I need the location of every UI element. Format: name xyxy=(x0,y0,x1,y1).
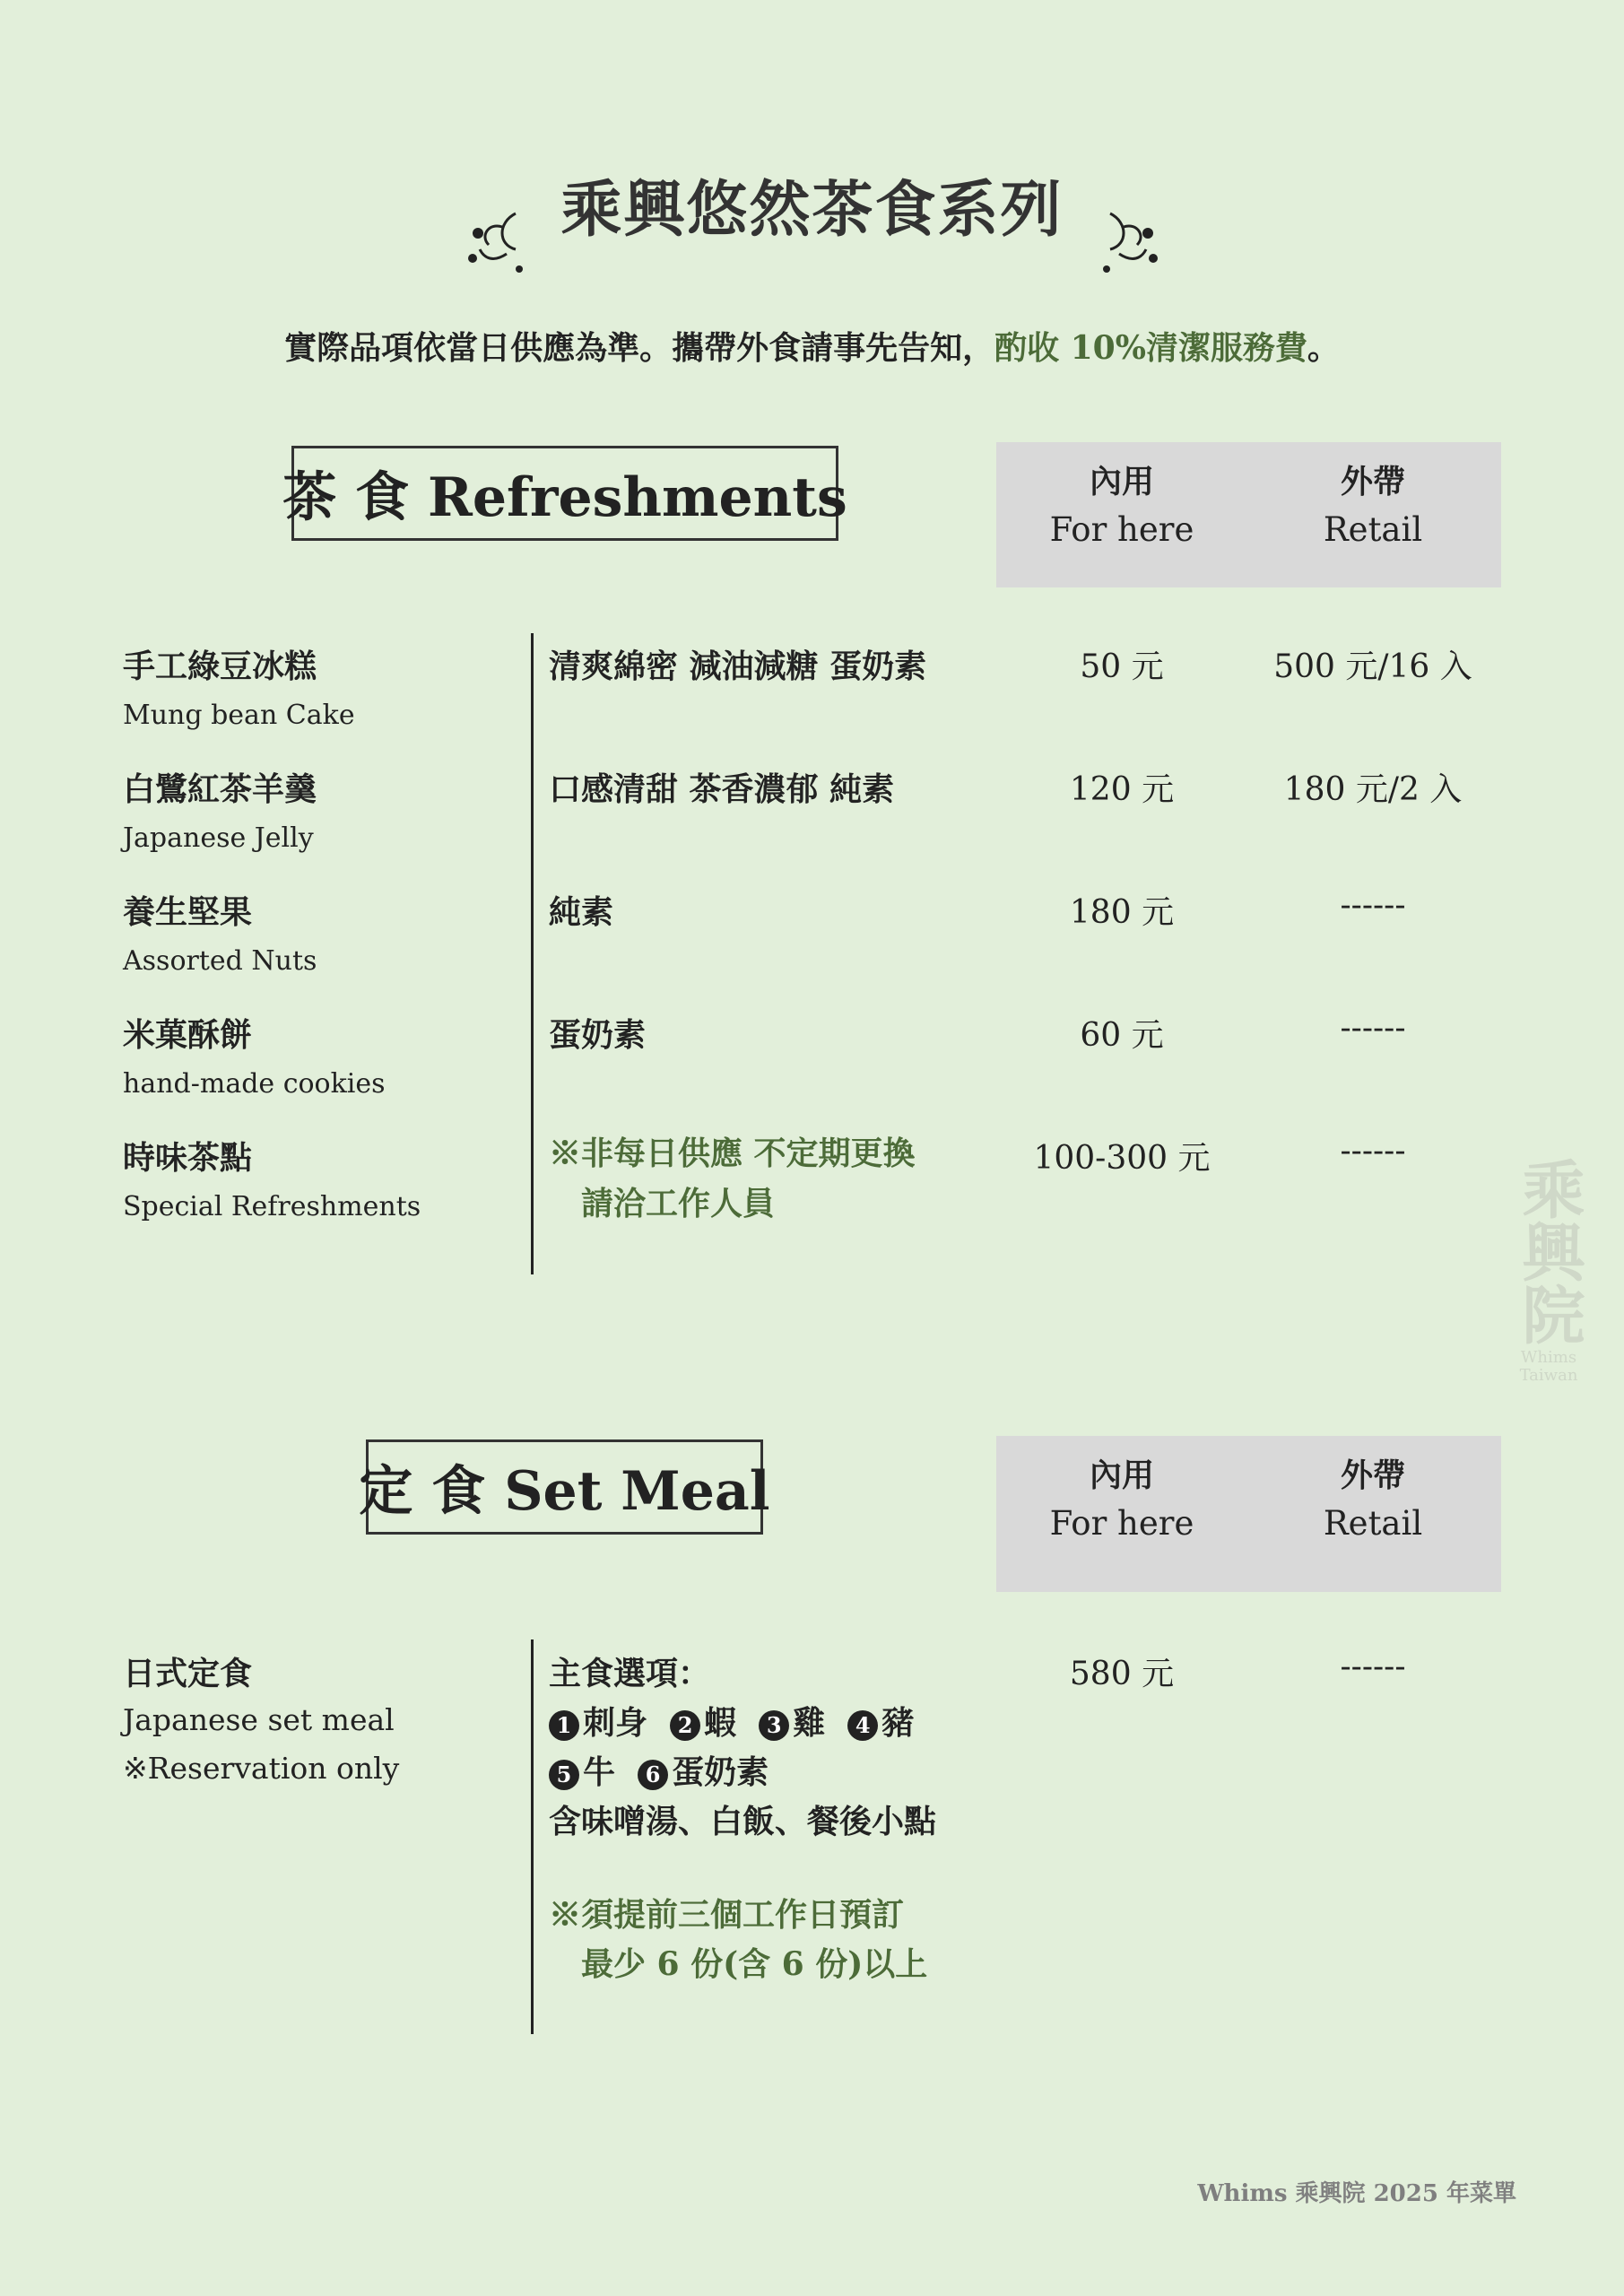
footer: Whims 乘興院 2025 年菜單 xyxy=(1197,2180,1516,2207)
set-meal-options-row1 xyxy=(549,1698,914,1744)
item-name-zh: 時味茶點 xyxy=(123,1139,253,1177)
set-meal-name-zh: 日式定食 xyxy=(123,1655,253,1692)
notice-end: 。 xyxy=(1307,329,1340,367)
right-ornament-icon xyxy=(1092,196,1173,276)
set-meal-reserve-line1: ※須提前三個工作日預訂 xyxy=(549,1896,905,1934)
price-retail: ------ xyxy=(1340,887,1406,924)
number-5-icon: 5 xyxy=(549,1760,579,1790)
page-title: 乘興悠然茶食系列 xyxy=(560,174,1064,246)
reservation-note: ※Reservation only xyxy=(123,1751,400,1786)
price-retail: ------ xyxy=(1340,1010,1406,1047)
price-here: 100-300 元 xyxy=(1033,1140,1211,1177)
item-name-en: hand-made cookies xyxy=(123,1068,386,1100)
set-meal-name-en: Japanese set meal xyxy=(123,1702,395,1737)
col-retail: 外帶 Retail xyxy=(1323,463,1423,549)
number-3-icon: 3 xyxy=(759,1710,789,1741)
set-meal-price-here: 580 元 xyxy=(1069,1656,1175,1692)
set-meal-includes: 含味噌湯、白飯、餐後小點 xyxy=(549,1803,937,1840)
item-desc-line1: ※非每日供應 不定期更換 xyxy=(549,1135,916,1172)
price-retail: ------ xyxy=(1340,1133,1406,1170)
seal-logo: 乘興院 Whims Taiwan xyxy=(1512,1157,1586,1385)
option-label: 蝦 xyxy=(704,1704,737,1742)
option-label: 牛 xyxy=(583,1753,616,1791)
number-4-icon: 4 xyxy=(847,1710,878,1741)
refreshments-column-header xyxy=(996,442,1501,587)
set-meal-divider xyxy=(531,1639,534,2034)
number-1-icon: 1 xyxy=(549,1710,579,1741)
item-name-en: Mung bean Cake xyxy=(123,700,355,731)
notice-main: 實際品項依當日供應為準。攜帶外食請事先告知， xyxy=(284,329,995,367)
price-here: 50 元 xyxy=(1080,648,1164,685)
option-label: 雞 xyxy=(793,1704,826,1742)
set-meal-column-header xyxy=(996,1436,1501,1592)
refreshments-title: 茶 食 Refreshments xyxy=(291,446,838,541)
price-here: 120 元 xyxy=(1069,771,1175,808)
item-name-en: Japanese Jelly xyxy=(123,822,314,854)
price-here: 60 元 xyxy=(1080,1017,1164,1054)
col-for-here: 內用 For here xyxy=(1049,1457,1194,1543)
price-retail: 180 元/2 入 xyxy=(1283,771,1463,808)
set-meal-options-row2 xyxy=(549,1747,769,1793)
item-name-en: Assorted Nuts xyxy=(123,945,317,977)
price-retail: 500 元/16 入 xyxy=(1273,648,1472,685)
item-name-zh: 米菓酥餅 xyxy=(123,1016,253,1054)
item-name-zh: 養生堅果 xyxy=(123,893,253,931)
item-desc: 純素 xyxy=(549,893,614,931)
set-meal-reserve-line2: 最少 6 份(含 6 份)以上 xyxy=(581,1945,928,1983)
item-desc-line2: 請洽工作人員 xyxy=(581,1185,776,1222)
item-name-en: Special Refreshments xyxy=(123,1191,421,1222)
price-here: 180 元 xyxy=(1069,894,1175,931)
set-meal-desc-title: 主食選項： xyxy=(549,1655,711,1692)
item-name-zh: 手工綠豆冰糕 xyxy=(123,648,317,685)
refreshments-divider xyxy=(531,633,534,1274)
option-label: 刺身 xyxy=(583,1704,648,1742)
number-2-icon: 2 xyxy=(670,1710,700,1741)
notice-fee: 酌收 10%清潔服務費 xyxy=(994,329,1307,367)
option-label: 蛋奶素 xyxy=(672,1753,769,1791)
number-6-icon: 6 xyxy=(638,1760,668,1790)
item-name-zh: 白鷺紅茶羊羹 xyxy=(123,770,317,808)
option-label: 豬 xyxy=(881,1704,915,1742)
set-meal-title: 定 食 Set Meal xyxy=(366,1439,763,1535)
item-desc: 清爽綿密 減油減糖 蛋奶素 xyxy=(549,648,927,685)
notice xyxy=(0,323,1624,369)
set-meal-price-retail: ------ xyxy=(1340,1648,1406,1685)
item-desc: 蛋奶素 xyxy=(549,1016,647,1054)
col-retail: 外帶 Retail xyxy=(1323,1457,1423,1543)
item-desc: 口感清甜 茶香濃郁 純素 xyxy=(549,770,895,808)
col-for-here: 內用 For here xyxy=(1049,463,1194,549)
